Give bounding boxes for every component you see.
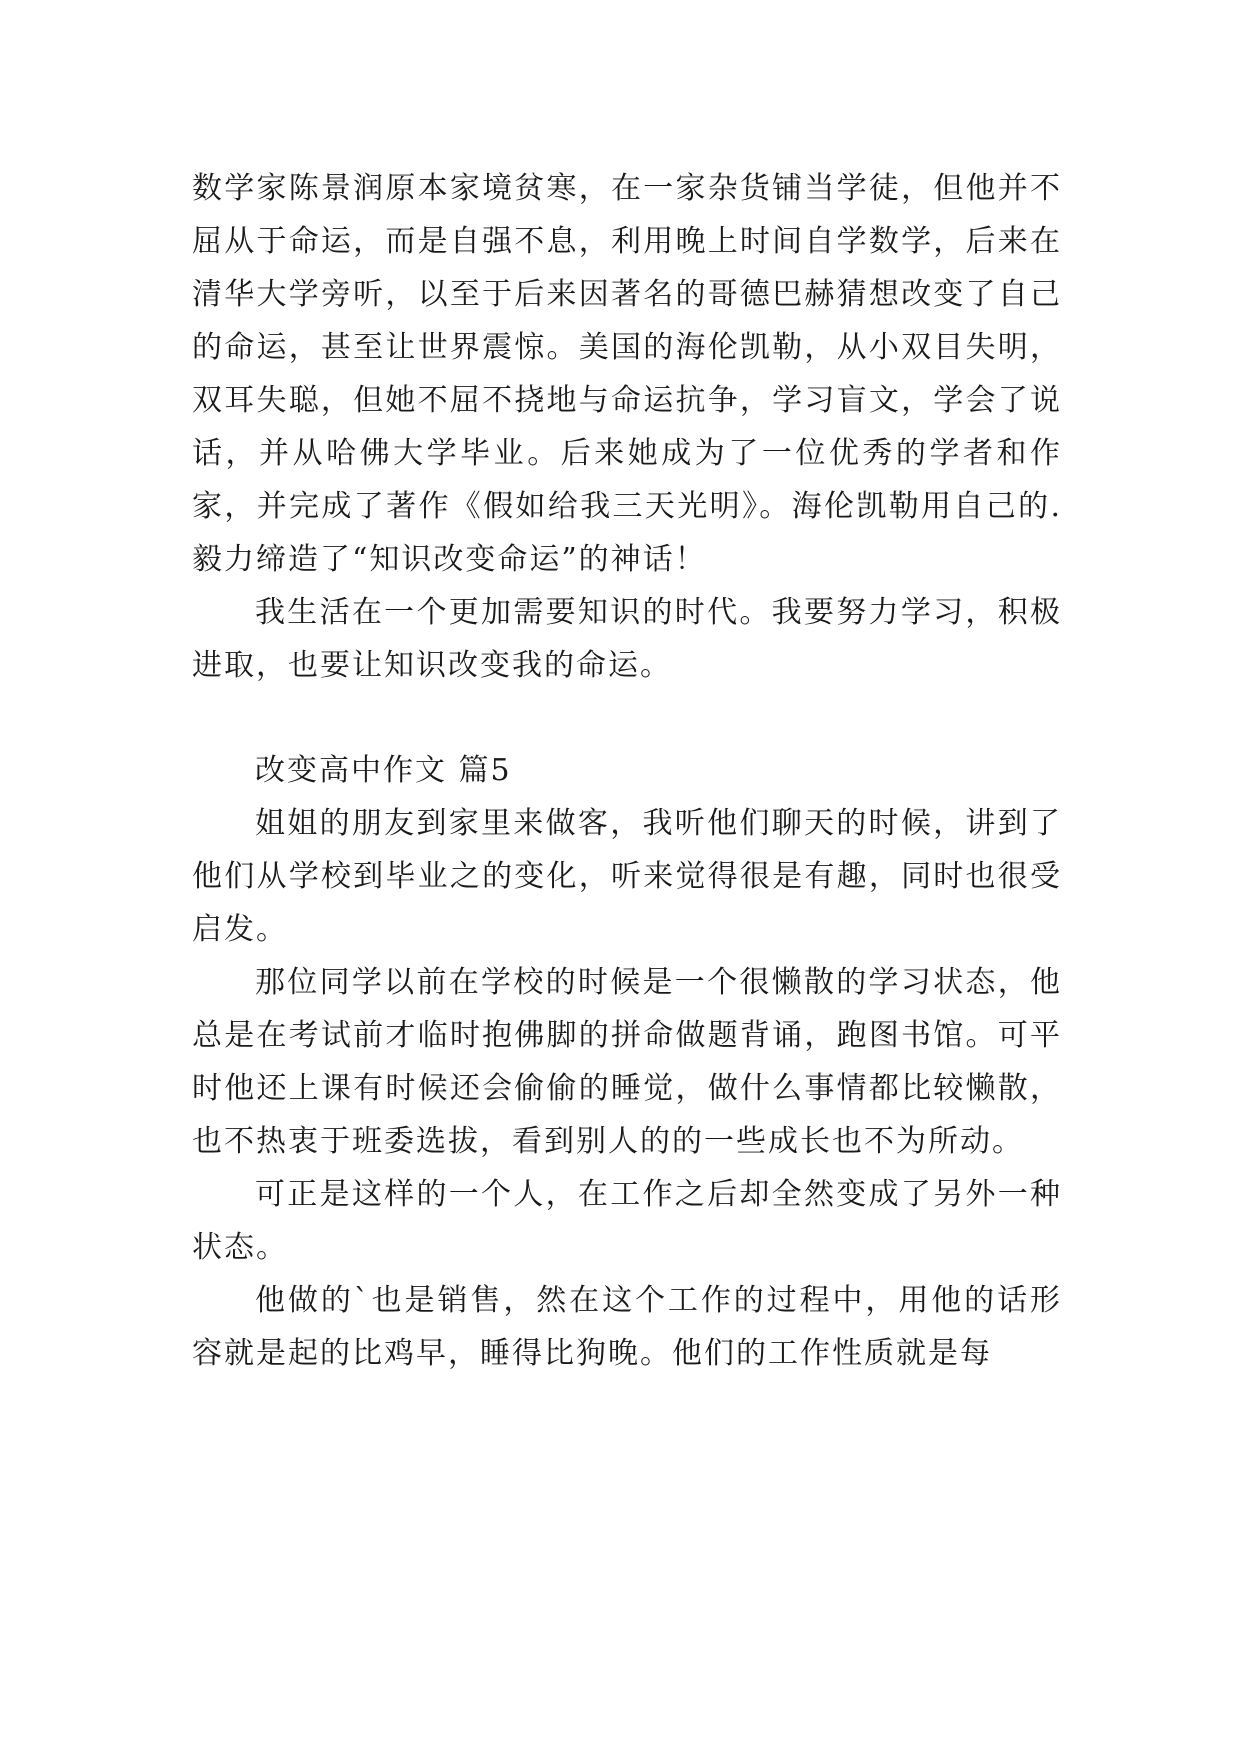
paragraph-sales-work: 他做的`也是销售，然在这个工作的过程中，用他的话形容就是起的比鸡早，睡得比狗晚。他们的工作性质就是每	[192, 1283, 1062, 1371]
paragraph-changed-state: 可正是这样的一个人，在工作之后却全然变成了另外一种状态。	[192, 1177, 1062, 1265]
paragraph-sister-friend: 姐姐的朋友到家里来做客，我听他们聊天的时候，讲到了他们从学校到毕业之的变化，听来觉得很是有趣，同时也很受启发。	[192, 806, 1062, 947]
paragraph-knowledge-changes-fate: 我生活在一个更加需要知识的时代。我要努力学习，积极进取，也要让知识改变我的命运。	[192, 595, 1062, 683]
paragraph-chen-jingrun-helen-keller: 数学家陈景润原本家境贫寒，在一家杂货铺当学徒，但他并不屈从于命运，而是自强不息，利用晚上时间自学数学，后来在清华大学旁听，以至于后来因著名的哥德巴赫猜想改变了自己的命运，甚至让世界震惊。美国的海伦凯勒，从小双目失明，双耳失聪，但她不屈不挠地与命运抗争，学习盲文，学会了说话，并从哈佛大学毕业。后来她成为了一位优秀的学者和作家，并完成了著作《假如给我三天光明》。海伦凯勒用自己的.毅力缔造了“知识改变命运”的神话！	[192, 171, 1062, 577]
section-heading: 改变高中作文 篇5	[255, 753, 512, 788]
paragraph-lazy-student: 那位同学以前在学校的时候是一个很懒散的学习状态，他总是在考试前才临时抱佛脚的拼命做题背诵，跑图书馆。可平时他还上课有时候还会偷偷的睡觉，做什么事情都比较懒散，也不热衷于班委选拔，看到别人的的一些成长也不为所动。	[192, 965, 1062, 1159]
document-page	[192, 162, 1062, 1380]
